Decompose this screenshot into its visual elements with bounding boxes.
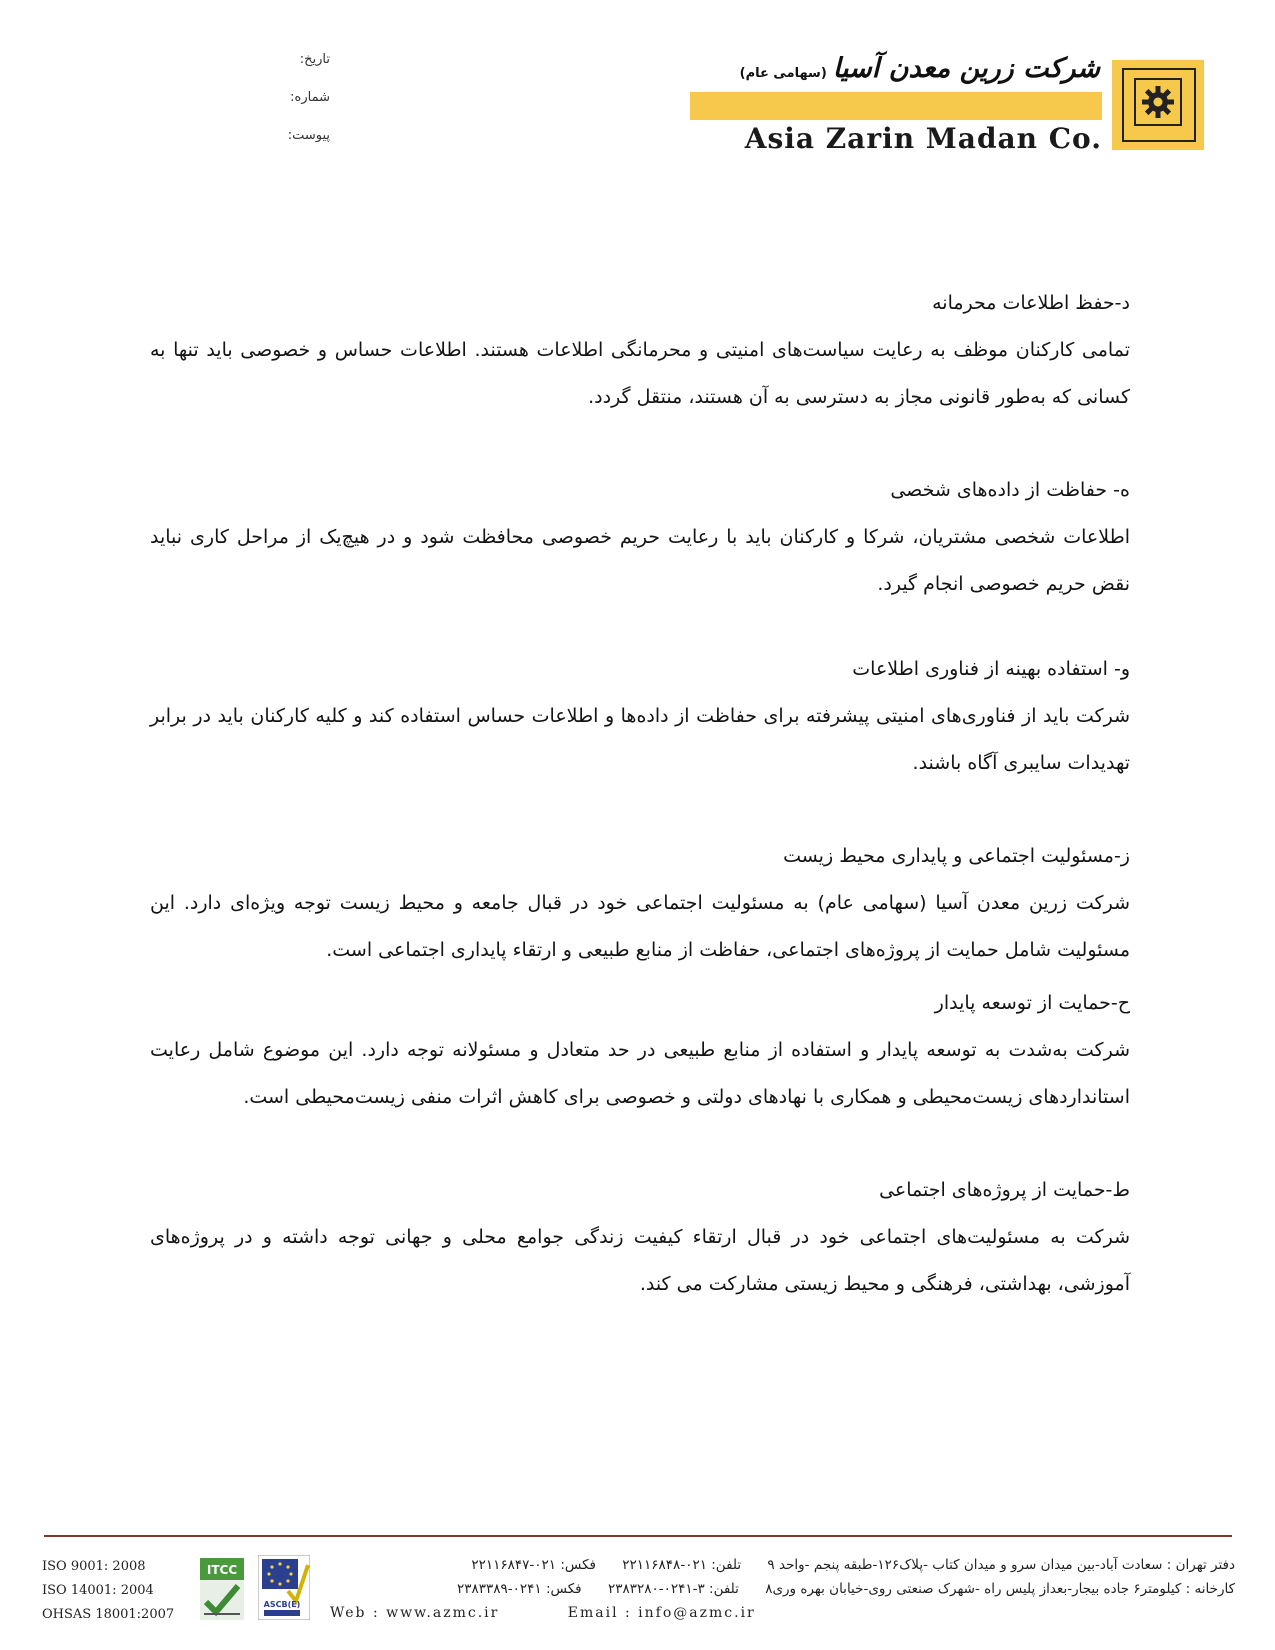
attachment-label: پیوست: — [287, 128, 330, 143]
tehran-office-fax: فکس: ۰۲۱-۲۲۱۱۶۸۴۷ — [471, 1557, 596, 1573]
factory-fax: فکس: ۰۲۴۱-۲۳۸۳۳۸۹ — [457, 1581, 582, 1597]
section-heading: د-حفظ اطلاعات محرمانه — [932, 292, 1130, 314]
gear-icon — [1140, 84, 1176, 120]
footer-divider — [44, 1535, 1232, 1537]
company-name-en: Asia Zarin Madan Co. — [744, 122, 1102, 155]
itcc-badge-text: ITCC — [206, 1563, 238, 1577]
iso-certifications — [42, 1555, 192, 1627]
ascb-badge-icon — [258, 1555, 310, 1620]
website-link[interactable]: Web : www.azmc.ir — [330, 1605, 500, 1621]
brand-band — [690, 92, 1102, 120]
iso-14001: ISO 14001: 2004 — [42, 1583, 154, 1598]
company-type-fa: (سهامی عام) — [739, 66, 827, 81]
letter-body — [150, 280, 1130, 1308]
section-body: شرکت باید از فناوری‌های امنیتی پیشرفته برای حفاظت از داده‌ها و اطلاعات حساس استفاده کند و کلیه کارکنان باید در برابر تهدیدات سایبری آگاه باشند. — [150, 705, 1130, 774]
iso-9001: ISO 9001: 2008 — [42, 1559, 146, 1574]
section-body: اطلاعات شخصی مشتریان، شرکا و کارکنان باید با رعایت حریم خصوصی محافظت شود و در هیچ‌یک از مراحل کاری نباید نقض حریم خصوصی انجام گیرد. — [150, 526, 1130, 595]
tehran-office-row — [330, 1553, 1235, 1577]
section-heading: ز-مسئولیت اجتماعی و پایداری محیط زیست — [783, 845, 1130, 867]
ohsas-18001: OHSAS 18001:2007 — [42, 1607, 175, 1622]
date-label: تاریخ: — [299, 52, 330, 67]
itcc-badge-icon — [200, 1558, 244, 1620]
tehran-office-address: دفتر تهران : سعادت آباد-بین میدان سرو و میدان کتاب -پلاک۱۲۶-طبقه پنجم -واحد ۹ — [767, 1557, 1235, 1573]
footer-contact — [330, 1553, 1235, 1621]
section-heading: ط-حمایت از پروژه‌های اجتماعی — [879, 1179, 1130, 1201]
letter-meta — [250, 52, 330, 166]
section-body: شرکت به‌شدت به توسعه پایدار و استفاده از منابع طبیعی در حد متعادل و مسئولانه توجه دارد. این موضوع شامل رعایت استانداردهای زیست‌محیطی و همکاری با نهادهای دولتی و خصوصی برای کاهش اثرات منفی زیست‌محیطی است. — [150, 1039, 1130, 1108]
section-sustainable-development — [150, 980, 1130, 1121]
section-social-projects — [150, 1167, 1130, 1308]
section-personal-data — [150, 467, 1130, 608]
factory-address: کارخانه : کیلومتر۶ جاده بیجار-بعداز پلیس راه -شهرک صنعتی روی-خیابان بهره وری۸ — [765, 1581, 1235, 1597]
factory-row — [330, 1577, 1235, 1601]
section-body: شرکت زرین معدن آسیا (سهامی عام) به مسئولیت اجتماعی خود در قبال جامعه و محیط زیست توجه ویژه‌ای دارد. این مسئولیت شامل حمایت از پروژه‌های اجتماعی، حفاظت از منابع طبیعی و ارتقاء پایداری اجتماعی است. — [150, 892, 1130, 961]
company-name-fa-text: شرکت زرین معدن آسیا — [832, 53, 1100, 84]
section-heading: ه- حفاظت از داده‌های شخصی — [890, 479, 1130, 501]
email-link[interactable]: Email : info@azmc.ir — [567, 1605, 756, 1621]
section-body: شرکت به مسئولیت‌های اجتماعی خود در قبال ارتقاء کیفیت زندگی جوامع محلی و جهانی توجه داشته و در پروژه‌های آموزشی، بهداشتی، فرهنگی و محیط زیستی مشارکت می کند. — [150, 1226, 1130, 1295]
web-email-row — [330, 1601, 818, 1625]
company-name-fa — [690, 52, 1100, 91]
section-heading: ح-حمایت از توسعه پایدار — [934, 992, 1130, 1014]
number-label: شماره: — [290, 90, 330, 105]
ascb-badge-text: ASCB(E) — [263, 1600, 301, 1609]
tehran-office-phone: تلفن: ۰۲۱-۲۲۱۱۶۸۴۸ — [622, 1557, 742, 1573]
section-it-usage — [150, 646, 1130, 787]
section-confidential-info — [150, 280, 1130, 421]
company-logo — [1112, 60, 1204, 150]
section-heading: و- استفاده بهینه از فناوری اطلاعات — [852, 658, 1130, 680]
section-body: تمامی کارکنان موظف به رعایت سیاست‌های امنیتی و محرمانگی اطلاعات هستند. اطلاعات حساس و خصوصی باید تنها به کسانی که به‌طور قانونی مجاز به دسترسی به آن هستند، منتقل گردد. — [150, 339, 1130, 408]
section-social-responsibility — [150, 833, 1130, 974]
factory-phone: تلفن: ۳-۰۲۴۱-۲۳۸۳۲۸۰ — [607, 1581, 739, 1597]
